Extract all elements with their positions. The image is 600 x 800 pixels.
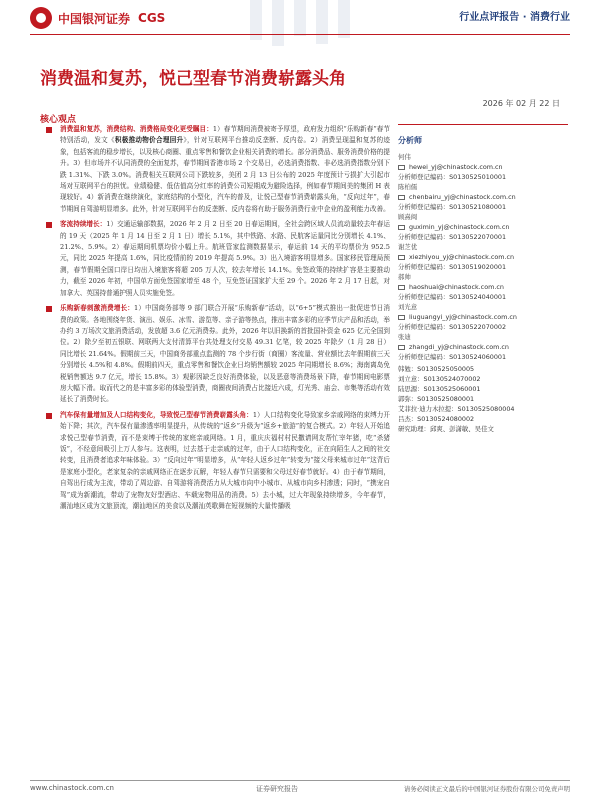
- analyst-entry: [398, 272, 568, 302]
- analyst-email[interactable]: xiezhiyou_yj@chinastock.com.cn: [409, 253, 515, 261]
- analyst-entry: [398, 242, 568, 272]
- analyst-email[interactable]: haoshuai@chinastock.com.cn: [409, 283, 504, 291]
- analyst-name: 陈柏儒: [398, 183, 418, 191]
- footer-website[interactable]: www.chinastock.com.cn: [30, 784, 114, 792]
- logo-text: 中国银河证券: [58, 11, 131, 26]
- analyst-registration: 分析师登记编码：S0130525010001: [398, 173, 507, 181]
- analyst-name: 郝帅: [398, 273, 411, 281]
- analyst-email[interactable]: guximin_yj@chinastock.com.cn: [409, 223, 510, 231]
- paragraph-heading: 客流持续增长：: [60, 220, 107, 229]
- analyst-name: 顾熹闽: [398, 213, 418, 221]
- bullet-icon: [46, 306, 52, 312]
- bullet-icon: [46, 222, 52, 228]
- paragraph-text: 1）人口结构变化导致家乡亲戚网络的束缚力开始下降；其次，汽车保有量渗透率明显提升，从传统的“返乡”升级为“返乡+旅游”的复合模式。2）年轻人开始追求悦己型春节消费，而不是束缚于传统的家庭亲戚网络。1 月，重庆庆福村村民撒请网友帮忙宰年猪，吃“杀猪饭”，不经意间吸引上万人参与。这表明，过去基于走亲戚的过年，由于人口结构变化，正在向陌生人之间的社交转变，且消费者追求年味体验。3）“反向过年”明显增多，从“年轻人返乡过年”转变为“接父母来城市过年”这背后是家庭小型化，老家复杂的亲戚网络正在逐步瓦解，年轻人春节只需要和父母过好春节就好。4）由于春节期间，自驾出行成为主流，带动了周边游、自驾游将消费活力从大城市向中小城市、从城市向乡村渗透；同时，“携宠自驾”成为新潮流，带动了宠物友好型酒店、车载宠物用品的消费。5）去小城，过大年现象持续增多，今年春节，潮汕地区成为文旅顶流，潮汕地区的美食以及潮汕英歌舞在短视频的大量传播吸: [60, 410, 391, 510]
- analyst-entry: [398, 152, 568, 182]
- analyst-entry: [398, 212, 568, 242]
- logo-cgs: CGS: [138, 11, 166, 25]
- registration-list: [398, 364, 568, 434]
- footer-label: 证券研究报告: [256, 785, 298, 793]
- analyst-email-row: [398, 252, 568, 262]
- paragraph: [46, 219, 390, 299]
- paragraph: [46, 303, 390, 406]
- analyst-email[interactable]: zhangdi_yj@chinastock.com.cn: [409, 343, 509, 351]
- analyst-registration: 分析师登记编码：S0130522070002: [398, 323, 507, 331]
- paragraph-heading: 汽车保有量增加及人口结构变化，导致悦己型春节消费崭露头角：: [60, 410, 253, 419]
- analyst-email-row: [398, 222, 568, 232]
- report-date: 2026 年 02 月 22 日: [482, 99, 560, 108]
- page-title: 消费温和复苏，悦己型春节消费崭露头角: [40, 69, 346, 89]
- registration-item: 郭弥：S0130525080001: [398, 395, 475, 403]
- analyst-email[interactable]: liuguangyi_yj@chinastock.com.cn: [409, 313, 517, 321]
- company-logo: [30, 6, 165, 30]
- analyst-entry: [398, 332, 568, 362]
- paragraph-bold: 积极推动物价合理回升: [114, 136, 184, 145]
- paragraph-text: 1）春节期间消费被寄予厚望，政府发力组织“乐购新春”春节特别活动，发文《: [60, 125, 391, 145]
- registration-item: 陆思源：S0130525060001: [398, 385, 481, 393]
- mail-icon: [398, 285, 405, 290]
- analyst-email[interactable]: chenbairu_yj@chinastock.com.cn: [409, 193, 516, 201]
- mail-icon: [398, 165, 405, 170]
- registration-item: 研究助理：邱爽、彭潇敏、吴佳文: [398, 425, 494, 433]
- analyst-registration: 分析师登记编码：S0130519020001: [398, 263, 507, 271]
- bullet-icon: [46, 127, 52, 133]
- paragraph: [46, 410, 390, 513]
- analyst-registration: 分析师登记编码：S0130524040001: [398, 293, 507, 301]
- analyst-name: 张迪: [398, 333, 411, 341]
- mail-icon: [398, 255, 405, 260]
- analyst-entry: [398, 302, 568, 332]
- analyst-registration: 分析师登记编码：S0130521080001: [398, 203, 507, 211]
- paragraph-text: 1）交通运输部数据，2026 年 2 月 2 日至 20 日春运期间，全社会跨区域人员流动量较去年春运的 19 天（2025 年 1 月 14 日至 2 月 1 日）增长 5.1%，其中铁路、水路、民航客运量同比分别增长 4.1%、21.2%、5.9%。2）春运期间机票均价小幅上升。航班管家监测数据显示，春运前 14 天的平均票价为 952.5 元，同比 2025 年提高 1.6%，同比疫情前的 2019 年提高 5.9%。3）出入境游客明显增多。国家移民管理局预测，春节假期全国口岸日均出入境旅客将超 205 万人次，较去年增长 14.1%。免签政策的持续扩容是主要推动力，截至 2026 年初，中国单方面免签国家增至 48 个，互免签证国家扩大至 29 个。2026 年 2 月 17 日起，对加拿大、英国持普通护照人员实施免签。: [60, 220, 390, 297]
- paragraph-heading: 乐购新春刺激消费增长：: [60, 304, 135, 313]
- footer-divider: [30, 780, 570, 781]
- analyst-registration: 分析师登记编码：S0130522070001: [398, 233, 507, 241]
- registration-item: 艾菲拉·迪力木拉提：S0130525080004: [398, 405, 515, 413]
- analyst-entry: [398, 182, 568, 212]
- mail-icon: [398, 225, 405, 230]
- mail-icon: [398, 315, 405, 320]
- analyst-email[interactable]: hewei_yj@chinastock.com.cn: [409, 163, 503, 171]
- registration-item: 韩勉：S0130525050005: [398, 365, 475, 373]
- analyst-sidebar: [398, 124, 568, 434]
- analyst-registration: 分析师登记编码：S0130524060001: [398, 353, 507, 361]
- analysts-header: 分析师: [398, 136, 422, 145]
- section-label: 核心观点: [40, 115, 77, 125]
- analyst-name: 刘光意: [398, 303, 418, 311]
- watermark-graphic: [240, 0, 360, 48]
- paragraph-heading: 消费温和复苏，消费结构、消费格局变化更受瞩目：: [60, 125, 213, 133]
- registration-item: 吕杰：S0130524080002: [398, 415, 475, 423]
- analyst-email-row: [398, 162, 568, 172]
- logo-icon: [30, 7, 52, 29]
- analyst-email-row: [398, 312, 568, 322]
- analyst-name: 何伟: [398, 153, 411, 161]
- analyst-name: 谢芝优: [398, 243, 418, 251]
- paragraph-tail: 》，针对互联网平台推动反垄断、反内卷。2）消费呈现温和复苏的迹象，包括客流的稳步增长，以及核心商圈、重点零售和餐饮企业相关消费的增长。部分消费品、服务消费价格的提升。3）但市场并不认同消费的全面复苏，春节期间香港市场 2 个交易日，必选消费指数、非必选消费指数分别下跌 1.31%、下跌 3.0%。消费相关互联网公司下跌较多，美团 2 月 13 日公布的 2025 年度预计亏损扩大引起市场对互联网平台的担忧。业绩稳健、低估值高分红率的消费公司短期成为避险选择，例如春节期间美的集团 H 表现较好。4）新消费在继续演化，家庭结构的小型化，汽车的普及，让悦己型春节消费崭露头角，“反向过年”，春节期间自驾游明显增多。此外，针对互联网平台的反垄断、反内卷将有助于服务消费行业中企业的盈利能力改善。: [60, 136, 390, 213]
- registration-item: 刘立意：S0130524070002: [398, 375, 481, 383]
- paragraph-text: 1）中国商务部等 9 部门联合开展“乐购新春”活动，以“6+5”模式推出一批促进节日消费的政策。各地围绕年货、演出、娱乐、冰雪、游览等、亲子游等热点，推出丰富多彩的应季节庆产品和活动，举办约 3 万场次文旅消费活动，发放超 3.6 亿元消费券。此外，2026 年以旧换新的首批国补资金 625 亿元全国到位。2）除夕至初五银联、网联两大支付清算平台共处理支付交易 49.31 亿笔，较 2025 年除夕（1 月 28 日）同比增长 21.64%。假期前三天，中国商务部重点监测的 78 个步行街（商圈）客流量、营业额比去年假期前三天分别增长 4.5%和 4.8%。假期前四天，重点零售和餐饮企业日均销售额较 2025 年同期增长 8.6%；海南离岛免税销售额达 9.7 亿元，增长 15.8%。3）观影因缺乏良好消费体验，以及恶意等消费场景下降，春节期间电影票房大幅下滑。取而代之的是丰富多彩的体验型消费，商圈夜间消费占比接近六成，灯光秀、庙会、市集等活动有效延长了消费时长。: [60, 304, 391, 404]
- report-type: 行业点评报告 · 消费行业: [459, 12, 570, 23]
- header-divider: [30, 34, 570, 35]
- bullet-icon: [46, 413, 52, 419]
- analyst-email-row: [398, 282, 568, 292]
- mail-icon: [398, 195, 405, 200]
- analyst-list: [398, 152, 568, 362]
- analyst-email-row: [398, 342, 568, 352]
- mail-icon: [398, 345, 405, 350]
- analyst-email-row: [398, 192, 568, 202]
- footer-disclaimer: 请务必阅读正文最后的中国银河证券股份有限公司免责声明: [403, 785, 570, 793]
- main-content: [46, 124, 390, 516]
- paragraph: [46, 124, 390, 215]
